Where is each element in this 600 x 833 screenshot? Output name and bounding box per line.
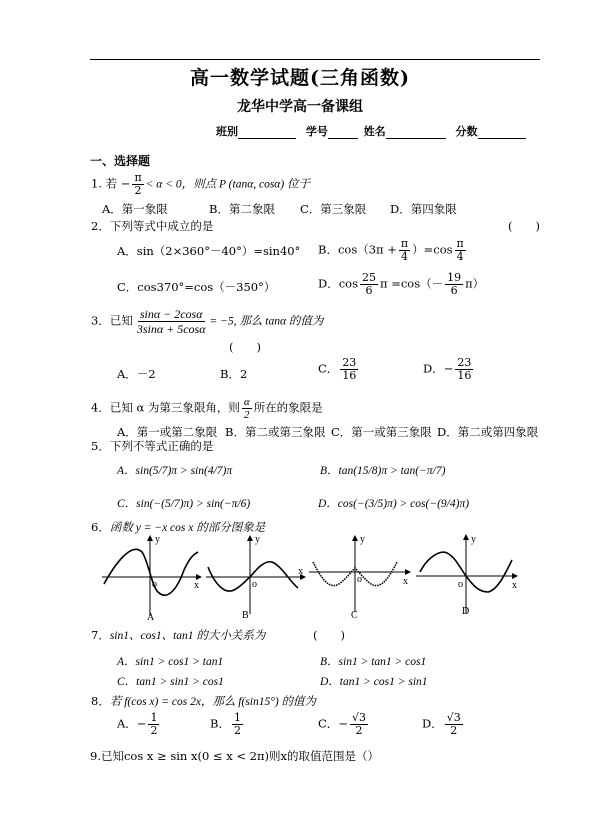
- question-7: 7．sin1、cos1、tan1 的大小关系为: [91, 628, 266, 642]
- graph-a-label: A: [147, 612, 155, 622]
- q5-option-a: A．sin(5/7)π > sin(4/7)π: [117, 465, 233, 477]
- question-3: 3．已知 $\frac{\sin\alpha - 2\cos\alpha}{3\sin\alpha + 5\cos\alpha}$ = −5, 那么 tanα 的值为: [91, 307, 324, 336]
- q1-option-c: C．第三象限: [300, 202, 367, 216]
- id-blank[interactable]: [328, 127, 358, 139]
- graph-c-label: C: [351, 610, 358, 621]
- svg-text:o: o: [357, 574, 362, 585]
- svg-text:o: o: [458, 579, 463, 590]
- q3-answer-paren: ( ): [229, 340, 261, 354]
- q1-option-a: A．第一象限: [102, 202, 168, 216]
- q5-option-c: C．sin(−(5/7)π) > sin(−π/6): [117, 498, 251, 510]
- svg-text:x: x: [403, 576, 408, 587]
- q2-option-b: B．cos（3π + $\frac{\pi}{4}$ ）=cos $\frac{\pi}{4}$: [318, 237, 464, 263]
- q8-option-c: C．− $\frac{√3}{2}$: [318, 711, 366, 737]
- class-blank[interactable]: [238, 127, 296, 139]
- svg-text:y: y: [155, 534, 160, 545]
- svg-text:o: o: [252, 579, 257, 590]
- svg-text:x: x: [512, 580, 517, 591]
- svg-text:y: y: [360, 534, 365, 545]
- page-subtitle: 龙华中学高一备课组: [237, 99, 363, 115]
- q2-answer-paren: ( ): [508, 219, 540, 233]
- question-5: 5．下列不等式正确的是: [91, 439, 214, 453]
- q7-option-c: C．tan1 > sin1 > cos1: [117, 676, 224, 688]
- graph-a: [98, 532, 208, 622]
- q2-option-a: A．sin（2×360°－40°）=sin40°: [117, 244, 301, 258]
- q3-option-b: B．2: [220, 367, 248, 381]
- q8-option-a: A．− $\frac{1}{2}$: [117, 711, 158, 737]
- q8-option-d: D． $\frac{√3}{2}$: [422, 711, 461, 737]
- q7-option-a: A．sin1 > cos1 > tan1: [117, 656, 224, 668]
- q4-option-b: B．第二或第三象限: [225, 425, 326, 439]
- q8-option-b: B． $\frac{1}{2}$: [210, 711, 241, 737]
- q1-option-b: B．第二象限: [209, 202, 275, 216]
- question-6: 6．函数 y = −x cos x 的部分图象是: [91, 520, 266, 534]
- section-heading: 一、选择题: [90, 154, 151, 168]
- q2-option-d: D．cos $\frac{25}{6}$ π =cos（－ $\frac{19}{6}$ π）: [318, 271, 485, 297]
- top-rule: [90, 59, 540, 60]
- page-title: 高一数学试题(三角函数): [190, 67, 410, 89]
- q5-option-b: B．tan(15/8)π > tan(−π/7): [320, 465, 446, 477]
- svg-text:y: y: [255, 534, 260, 545]
- svg-text:y: y: [471, 534, 476, 545]
- q5-option-d: D．cos(−(3/5)π) > cos(−(9/4)π): [318, 498, 470, 510]
- question-1: 1. 若 − $\frac{\pi}{2}$ < α < 0，则点 P (tanα, cosα) 位于: [91, 171, 311, 197]
- q7-option-b: B．sin1 > tan1 > cos1: [320, 656, 427, 668]
- name-blank[interactable]: [386, 127, 446, 139]
- q3-option-d: D．− $\frac{23}{16}$: [423, 356, 472, 382]
- question-4: 4．已知 α 为第三象限角，则 $\frac{\alpha}{2}$ 所在的象限是: [91, 396, 323, 421]
- id-label: 学号: [305, 125, 328, 138]
- graph-b: [202, 532, 312, 622]
- score-label: 分数: [455, 125, 478, 138]
- q7-answer-paren: ( ): [313, 628, 345, 642]
- class-label: 班别: [216, 125, 238, 138]
- question-2: 2．下列等式中成立的是: [91, 219, 214, 233]
- svg-text:x: x: [194, 580, 199, 591]
- q4-option-d: D．第二或第四象限: [437, 425, 539, 439]
- question-9: 9.已知cos x ≥ sin x(0 ≤ x < 2π)则x的取值范围是（）: [90, 749, 379, 763]
- q4-option-a: A．第一或第二象限: [117, 425, 218, 439]
- graph-b-label: B: [242, 610, 249, 621]
- q4-option-c: C．第一或第三象限: [331, 425, 432, 439]
- graph-d: [412, 532, 524, 622]
- q3-option-c: C． $\frac{23}{16}$: [318, 356, 357, 382]
- q7-option-d: D．tan1 > cos1 > sin1: [320, 676, 428, 688]
- q3-option-a: A．－2: [117, 367, 156, 381]
- svg-text:o: o: [152, 579, 157, 590]
- question-8: 8．若 f(cos x) = cos 2x，那么 f(sin15°) 的值为: [91, 694, 317, 708]
- q2-option-c: C．cos370°=cos（－350°）: [117, 280, 276, 294]
- graph-d-label: D: [462, 606, 470, 617]
- score-blank[interactable]: [478, 127, 526, 139]
- graph-c: [305, 532, 415, 622]
- name-label: 姓名: [363, 125, 386, 138]
- svg-text:x: x: [298, 566, 303, 577]
- info-line: [216, 123, 526, 139]
- q1-option-d: D．第四象限: [390, 202, 457, 216]
